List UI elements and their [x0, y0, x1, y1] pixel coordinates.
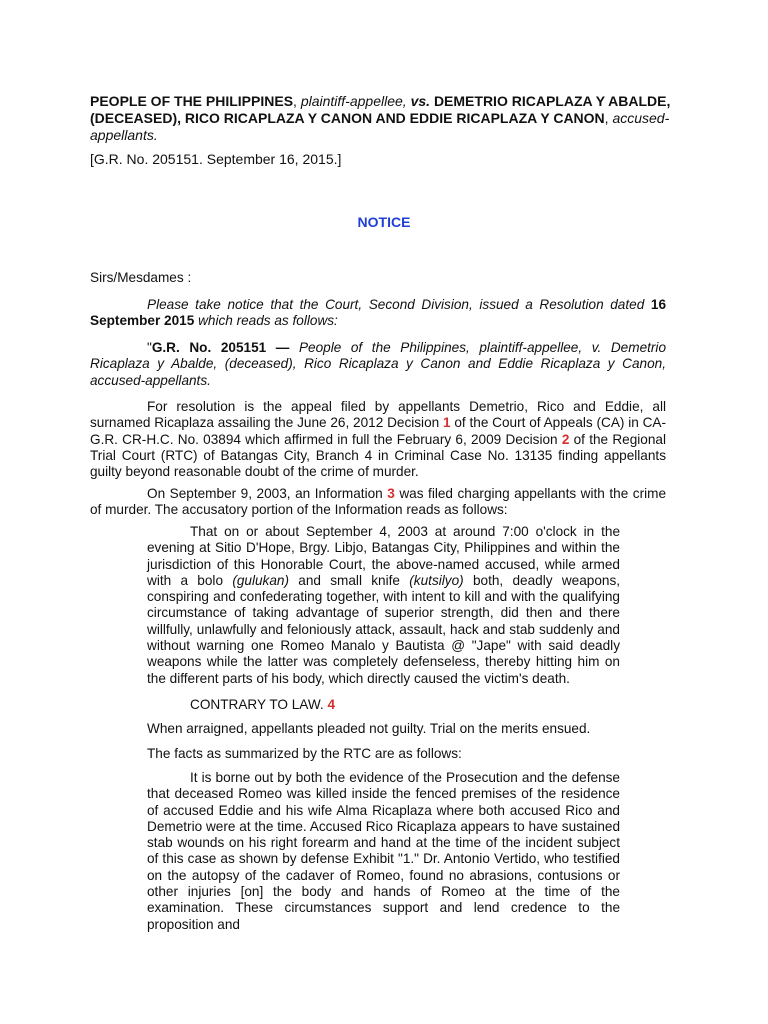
resolution-paragraph: For resolution is the appeal filed by appellants Demetrio, Rico and Eddie, all surnamed Ricaplaza assailing the June 26, 2012 Decision 1 of the Court of Appeals (CA) in CA-G.R. CR-H.C. No. 03894 which affirmed in full the February 6, 2009 Decision 2 of the Regional Trial Court (RTC) of Batangas City, Branch 4 in Criminal Case No. 13135 finding appellants guilty beyond reasonable doubt of the crime of murder. [90, 399, 666, 480]
contrary-to-law: CONTRARY TO LAW. 4 [190, 697, 336, 712]
plaintiff-role: plaintiff-appellee, [300, 93, 407, 109]
footnote-2-link[interactable]: 2 [561, 431, 570, 447]
notice-title: NOTICE [357, 214, 411, 230]
information-quote: That on or about September 4, 2003 at around 7:00 o'clock in the evening at Sitio D'Hope, Brgy. Libjo, Batangas City, Philippines and within the jurisdiction of this Honorable Court, the above-named accused, while armed with a bolo (gulukan) and small knife (kutsilyo) both, deadly weapons, conspiring and confederating together, with intent to kill and with the qualifying circumstance of taking advantage of superior strength, did then and there willfully, unlawfully and feloniously attack, assault, hack and stab suddenly and without warning one Romeo Manalo y Bautista @ "Jape" with said deadly weapons while the latter was completely defenseless, thereby hitting him on the different parts of his body, which directly caused the victim's death. [147, 524, 621, 686]
intro-paragraph: Please take notice that the Court, Second Division, issued a Resolution dated 16 September 2015 which reads as follows: [90, 297, 667, 329]
salutation: Sirs/Mesdames : [90, 270, 192, 285]
plaintiff-name: PEOPLE OF THE PHILIPPINES [90, 93, 294, 109]
gr-number-line: [G.R. No. 205151. September 16, 2015.] [90, 151, 342, 167]
facts-intro: The facts as summarized by the RTC are as follows: [147, 746, 462, 761]
footnote-1-link[interactable]: 1 [443, 415, 451, 431]
case-reference: "G.R. No. 205151 — People of the Philippines, plaintiff-appellee, v. Demetrio Ricaplaza y Abalde, (deceased), Rico Ricaplaza y Canon and Eddie Ricaplaza y Canon, accused-appellants. [90, 340, 667, 388]
case-caption: PEOPLE OF THE PHILIPPINES, plaintiff-appellee, vs. DEMETRIO RICAPLAZA Y ABALDE, (DECEASED), RICO RICAPLAZA Y CANON AND EDDIE RICAPLAZA Y CANON, accused-appellants. [90, 93, 671, 143]
versus: vs. [410, 93, 431, 109]
arraigned-paragraph: When arraigned, appellants pleaded not guilty. Trial on the merits ensued. [147, 721, 591, 736]
facts-quote: It is borne out by both the evidence of the Prosecution and the defense that deceased Romeo was killed inside the fenced premises of the residence of accused Eddie and his wife Alma Ricaplaza where both accused Rico and Demetrio were at the time. Accused Rico Ricaplaza appears to have sustained stab wounds on his right forearm and hand at the time of the incident subject of this case as shown by defense Exhibit "1." Dr. Antonio Vertido, who testified on the autopsy of the cadaver of Romeo, found no abrasions, contusions or other injuries [on] the body and hands of Romeo at the time of the examination. These circumstances support and lend credence to the proposition and [147, 770, 620, 932]
accused-names: DEMETRIO RICAPLAZA Y ABALDE, (DECEASED), RICO RICAPLAZA Y CANON AND EDDIE RICAPLAZA Y CANON [90, 93, 671, 126]
accused-role: accused-appellants. [90, 110, 670, 143]
footnote-4-link[interactable]: 4 [327, 697, 336, 712]
footnote-3-link[interactable]: 3 [387, 486, 395, 501]
information-paragraph: On September 9, 2003, an Information 3 was filed charging appellants with the crime of murder. The accusatory portion of the Information reads as follows: [90, 486, 666, 518]
